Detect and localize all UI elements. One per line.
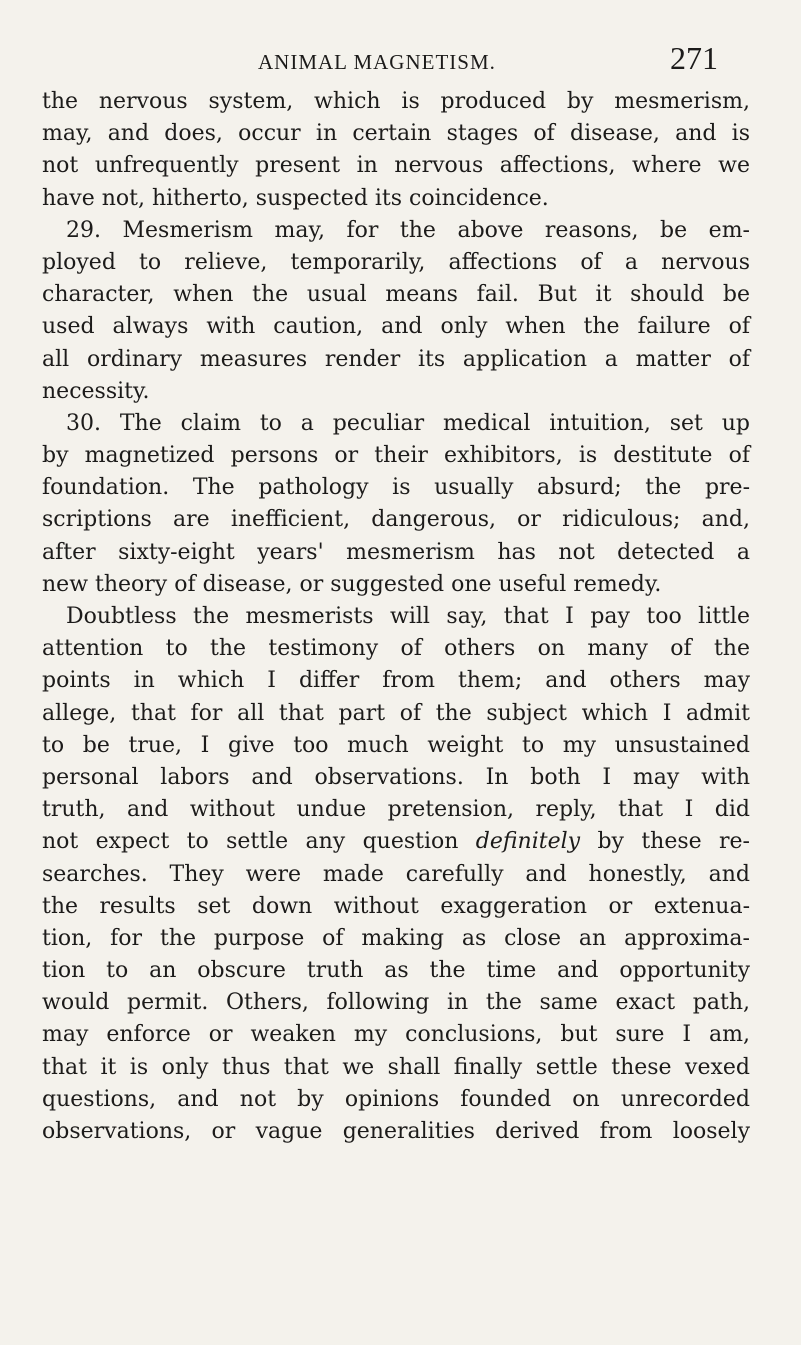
text-line: that it is only thus that we shall finally settle these vexed bbox=[42, 1054, 750, 1080]
text-line: searches. They were made carefully and honestly, and bbox=[42, 861, 750, 887]
text-segment: by these re- bbox=[597, 829, 750, 855]
text-line: the results set down without exaggeration or extenua- bbox=[42, 893, 750, 919]
text-line: Doubtless the mesmerists will say, that I pay too little bbox=[66, 604, 750, 629]
text-line: foundation. The pathology is usually absurd; the pre- bbox=[42, 475, 750, 501]
text-line: tion, for the purpose of making as close an approxima- bbox=[42, 925, 750, 951]
page-header bbox=[40, 40, 740, 80]
text-line: the nervous system, which is produced by mesmerism, bbox=[42, 89, 750, 114]
page-number: 271 bbox=[670, 40, 718, 76]
text-line: to be true, I give too much weight to my unsustained bbox=[42, 732, 750, 758]
text-line: ployed to relieve, temporarily, affections of a nervous bbox=[42, 249, 750, 275]
text-line: may, and does, occur in certain stages of disease, and is bbox=[42, 121, 750, 147]
text-line: would permit. Others, following in the same exact path, bbox=[42, 990, 750, 1016]
text-line: 29. Mesmerism may, for the above reasons, be em- bbox=[66, 217, 750, 243]
text-line: have not, hitherto, suspected its coincidence. bbox=[42, 185, 549, 211]
running-head: ANIMAL MAGNETISM. bbox=[258, 50, 496, 74]
text-line: points in which I differ from them; and others may bbox=[42, 668, 750, 694]
text-line: by magnetized persons or their exhibitors, is destitute of bbox=[42, 443, 750, 469]
text-line: tion to an obscure truth as the time and opportunity bbox=[42, 958, 750, 984]
text-line: not unfrequently present in nervous affections, where we bbox=[42, 153, 750, 179]
text-line: allege, that for all that part of the subject which I admit bbox=[42, 700, 750, 726]
text-line: truth, and without undue pretension, reply, that I did bbox=[42, 797, 750, 823]
text-line bbox=[42, 826, 750, 858]
text-segment: not expect to settle any question bbox=[42, 829, 459, 855]
text-line: 30. The claim to a peculiar medical intuition, set up bbox=[66, 410, 750, 436]
text-line: may enforce or weaken my conclusions, but sure I am, bbox=[42, 1022, 750, 1048]
emphasis-word: definitely bbox=[475, 829, 581, 855]
text-line: attention to the testimony of others on many of the bbox=[42, 636, 750, 662]
text-line: questions, and not by opinions founded on unrecorded bbox=[42, 1086, 750, 1112]
text-line: necessity. bbox=[42, 378, 150, 404]
text-line: observations, or vague generalities derived from loosely bbox=[42, 1119, 750, 1144]
text-line: personal labors and observations. In both I may with bbox=[42, 764, 750, 790]
text-line: used always with caution, and only when the failure of bbox=[42, 314, 750, 340]
body-text bbox=[42, 86, 750, 1148]
text-line: after sixty-eight years' mesmerism has not detected a bbox=[42, 539, 750, 565]
text-line: character, when the usual means fail. But it should be bbox=[42, 282, 750, 308]
text-line: new theory of disease, or suggested one useful remedy. bbox=[42, 571, 662, 597]
text-line: all ordinary measures render its application a matter of bbox=[42, 346, 750, 372]
text-line: scriptions are inefficient, dangerous, or ridiculous; and, bbox=[42, 507, 750, 533]
